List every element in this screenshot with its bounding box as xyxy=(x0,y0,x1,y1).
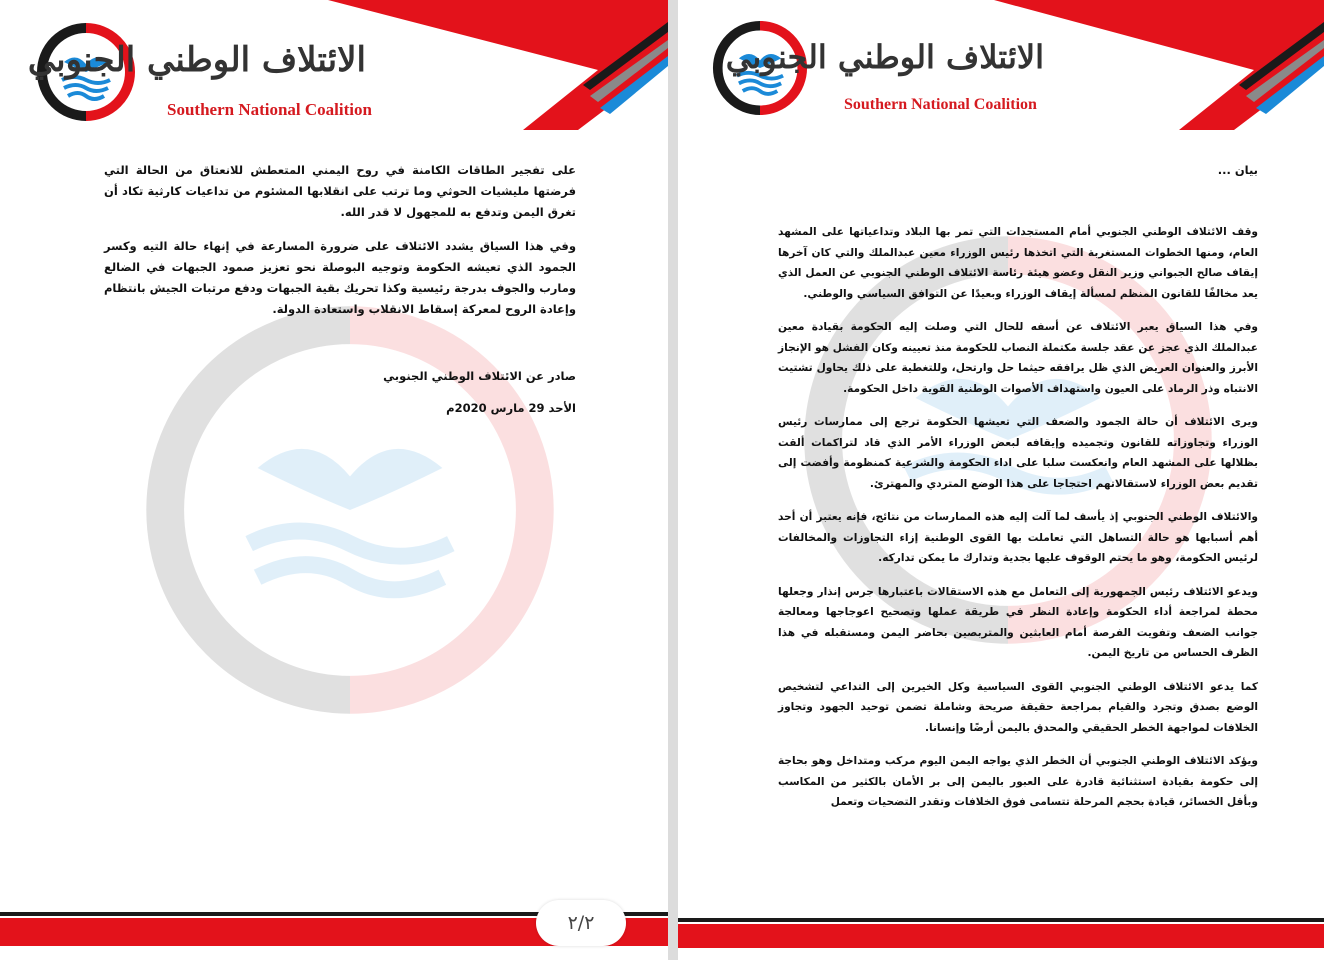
right-paragraph-6: كما يدعو الائتلاف الوطني الجنوبي القوى السياسية وكل الخيرين إلى التداعي لتشخيص الوضع بصدق وتجرد والقيام بمراجعة حقيقة صريحة وشاملة تضمن توحيد الجهود وتجاوز الخلافات لمواجهة الخطر الحقيقي والمحدق باليمن أرضًا وإنسانا. xyxy=(778,680,1258,734)
footer-line xyxy=(678,918,1324,922)
statement-heading: بيان ... xyxy=(1217,163,1258,177)
left-paragraph-1: على تفجير الطاقات الكامنة في روح اليمني المتعطش للانعتاق من الحالة التي فرضتها مليشيات الحوثي وما ترتب على انقلابها المشئوم من تداعيات كارثية تكاد أن تغرق اليمن وتدفع به للمجهول لا قدر الله. xyxy=(104,163,576,219)
right-paragraph-2: وفي هذا السياق يعبر الائتلاف عن أسفه للحال التي وصلت إليه الحكومة بقيادة معين عبدالملك الذي عجز عن عقد جلسة مكتملة النصاب للحكومة منذ تعيينه وكان الفشل هو الإنجاز الأبرز والعنوان العريض الذي ظل يرافقه حيثما حل وارتحل، وللتغطية على ذلك يحاول تشتيت الانتباه وذر الرماد على العيون واستهداف الأصوات الوطنية القوية داخل الحكومة. xyxy=(778,321,1258,395)
right-page-body xyxy=(778,222,1258,826)
right-paragraph-1: وقف الائتلاف الوطني الجنوبي أمام المستجدات التي تمر بها البلاد وتداعياتها على المشهد العام، ومنها الخطوات المستغربة التي اتخذها رئيس الوزراء معين عبدالملك والتي كان آخرها إيقاف صالح الجبواني وزير النقل وعضو هيئة رئاسة الائتلاف الوطني الجنوبي عن العمل الذي يعد مخالفًا للقانون المنظم لمسألة إيقاف الوزراء وبعيدًا عن التوافق السياسي والوطني. xyxy=(778,226,1258,300)
brand-english-name: Southern National Coalition xyxy=(844,96,1037,113)
page-number: ٢/٢ xyxy=(536,900,626,946)
right-paragraph-3: ويرى الائتلاف أن حالة الجمود والضعف التي تعيشها الحكومة ترجع إلى ممارسات رئيس الوزراء وتجاوزاته للقانون وتجميده وإيقافه لبعض الوزراء الأمر الذي قاد لتراكمات ألقت بظلالها على المشهد العام وانعكست سلبا على اداء الحكومة والشرعية كمنظومة وأفضت إلى تقديم بعض الوزراء لاستقالاتهم احتجاجا على هذا الوضع المتردي والمهترئ. xyxy=(778,416,1258,490)
document-date: الأحد 29 مارس 2020م xyxy=(446,401,576,415)
brand-arabic-name: الائتلاف الوطني الجنوبي xyxy=(27,40,366,80)
right-paragraph-4: والائتلاف الوطني الجنوبي إذ يأسف لما آلت إليه هذه الممارسات من نتائج، فإنه يعتبر أن أحد أهم أسبابها هو حالة التساهل التي تعاملت بها القوى الوطنية إزاء التجاوزات والمخالفات لرئيس الحكومة، وهو ما يحتم الوقوف عليها بجدية وتدارك ما يمكن تداركه. xyxy=(778,511,1258,564)
signature-line: صادر عن الائتلاف الوطني الجنوبي xyxy=(383,369,576,383)
document-page-1 xyxy=(678,0,1324,960)
corner-stripes xyxy=(328,0,668,130)
left-page-body xyxy=(104,160,576,333)
brand-english-name: Southern National Coalition xyxy=(167,100,372,119)
brand-arabic-name: الائتلاف الوطني الجنوبي xyxy=(725,38,1044,76)
left-paragraph-2: وفي هذا السياق يشدد الائتلاف على ضرورة المسارعة في إنهاء حالة التيه وكسر الجمود الذي تعيشه الحكومة وتوجيه البوصلة نحو تعزيز صمود الجبهات في الضالع ومارب والجوف بدرجة رئيسية وكذا تحريك بقية الجبهات ودفع مرتبات الجيش بانتظام وإعادة الروح لمعركة إسقاط الانقلاب واستعادة الدولة. xyxy=(104,239,576,316)
right-paragraph-7: ويؤكد الائتلاف الوطني الجنوبي أن الخطر الذي يواجه اليمن اليوم مركب ومتداخل وهو بحاجة إلى حكومة بقيادة استثنائية قادرة على العبور باليمن إلى بر الأمان بالكثير من المكاسب وبأقل الخسائر، قيادة بحجم المرحلة تتسامى فوق الخلافات وتقدر التضحيات وتعمل xyxy=(778,755,1258,808)
right-paragraph-5: ويدعو الائتلاف رئيس الجمهورية إلى التعامل مع هذه الاستقالات باعتبارها جرس إنذار وجعلها محطة لمراجعة أداء الحكومة وإعادة النظر في طريقة عملها وتصحيح اعوجاجها ومعالجة جوانب الضعف وتفويت الفرصة أمام العابثين والمتربصين بحاضر اليمن ومستقبله في هذا الظرف الحساس من تاريخ اليمن. xyxy=(778,585,1258,659)
footer-bar xyxy=(678,924,1324,948)
watermark-logo xyxy=(140,300,560,720)
page-gap xyxy=(668,0,678,960)
